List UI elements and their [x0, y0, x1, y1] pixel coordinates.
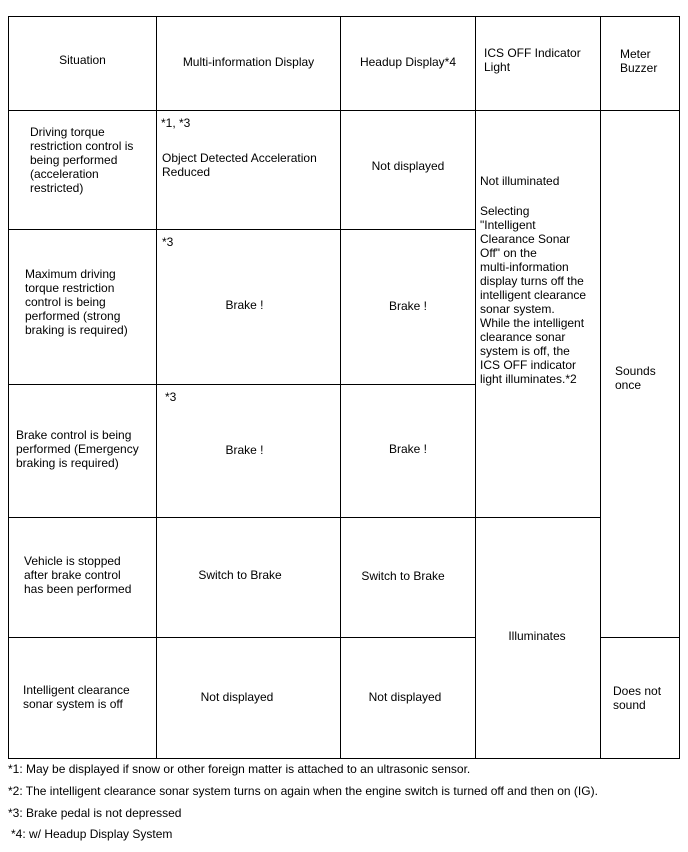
header-headup-display: Headup Display*4	[359, 55, 457, 69]
hud-cell: Brake !	[388, 442, 427, 456]
header-row-divider	[8, 110, 680, 111]
header-ics-off-indicator-light: ICS OFF Indicator Light	[484, 46, 581, 74]
situation-cell: Driving torque restriction control is being performed (acceleration restricted)	[30, 125, 134, 195]
footnote: *2: The intelligent clearance sonar system turns on again when the engine switch is turned off and then on (IG).	[8, 784, 598, 798]
column-divider	[475, 16, 476, 759]
ics-illuminates: Illuminates	[508, 629, 566, 643]
header-meter-buzzer: Meter Buzzer	[620, 47, 658, 75]
table-border-right	[679, 16, 680, 759]
mid-cell: Brake !	[225, 298, 264, 312]
hud-cell: Brake !	[388, 299, 427, 313]
ics-note: Selecting "Intelligent Clearance Sonar Off" on the multi-information display turns off the intelligent clearance sonar system. While the intelligent clearance sonar system is off, the ICS OFF indicator light illuminates.*2	[480, 204, 587, 386]
ics-not-illuminated: Not illuminated	[480, 174, 560, 188]
mid-cell: Switch to Brake	[198, 568, 282, 582]
situation-cell: Maximum driving torque restriction control is being performed (strong braking is required)	[25, 267, 128, 337]
footnote: *3: Brake pedal is not depressed	[8, 806, 182, 820]
header-multi-information-display: Multi-information Display	[182, 55, 315, 69]
buzzer-sounds-once: Sounds once	[615, 364, 656, 392]
mid-cell: Object Detected Acceleration Reduced	[162, 151, 317, 179]
situation-cell: Vehicle is stopped after brake control has been performed	[24, 554, 132, 596]
header-situation: Situation	[59, 53, 106, 67]
hud-cell: Not displayed	[368, 690, 442, 704]
mid-cell: Not displayed	[200, 690, 274, 704]
row-divider	[600, 637, 680, 638]
table-border-bottom	[8, 758, 680, 759]
column-divider	[340, 16, 341, 759]
footnote: *1: May be displayed if snow or other foreign matter is attached to an ultrasonic sensor.	[8, 762, 471, 776]
table-border-top	[8, 16, 680, 17]
row-divider	[8, 229, 475, 230]
footnote-ref: *3	[162, 235, 174, 249]
table-border-left	[8, 16, 9, 759]
footnote: *4: w/ Headup Display System	[11, 827, 173, 841]
column-divider	[600, 16, 601, 759]
column-divider	[156, 16, 157, 759]
buzzer-does-not-sound: Does not sound	[613, 684, 662, 712]
situation-cell: Brake control is being performed (Emergency braking is required)	[16, 428, 139, 470]
footnote-ref: *3	[165, 390, 177, 404]
row-divider	[8, 517, 600, 518]
row-divider	[8, 384, 475, 385]
hud-cell: Switch to Brake	[361, 569, 445, 583]
footnote-ref: *1, *3	[161, 116, 191, 130]
mid-cell: Brake !	[225, 443, 264, 457]
row-divider	[8, 637, 475, 638]
hud-cell: Not displayed	[371, 159, 445, 173]
situation-cell: Intelligent clearance sonar system is off	[23, 683, 130, 711]
